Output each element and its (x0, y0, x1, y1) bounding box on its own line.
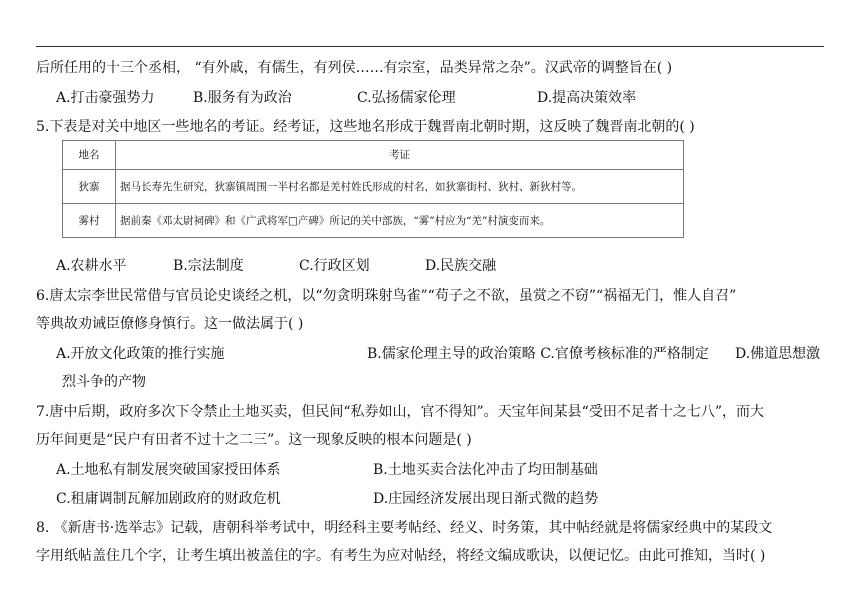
q6-option-b-c: B.儒家伦理主导的政治策略 C.官僚考核标准的严格制定 (367, 346, 709, 362)
q7-option-d: D.庄园经济发展出现日渐式微的趋势 (373, 491, 599, 507)
q5-option-d: D.民族交融 (425, 258, 497, 274)
q5-option-a: A.农耕水平 (56, 258, 127, 274)
q6-stem-line-2: 等典故劝诫臣僚修身慎行。这一做法属于( ) (36, 316, 304, 332)
table-cell-evidence: 据马长寿先生研究，狄寨镇周围一半村名都是羌村姓氏形成的村名，如狄寨街村、狄村、新狄村等。 (116, 170, 684, 204)
q8-stem-line-1: 8. 《新唐书·选举志》记载，唐朝科举考试中，明经科主要考帖经、经义、时务策，其中帖经就是将儒家经典中的某段文 (36, 520, 773, 536)
table-header-evidence: 考证 (116, 141, 684, 170)
q5-stem: 5.下表是对关中地区一些地名的考证。经考证，这些地名形成于魏晋南北朝时期，这反映了魏晋南北朝的( ) (36, 119, 695, 135)
q7-stem-line-1: 7.唐中后期，政府多次下令禁止土地买卖，但民间“私券如山，官不得知”。天宝年间某县“受田不足者十之七八”，而大 (36, 404, 764, 420)
table-row (63, 170, 684, 204)
q7-option-a: A.土地私有制发展突破国家授田体系 (56, 462, 281, 478)
q8-stem-line-2: 字用纸帖盖住几个字，让考生填出被盖住的字。有考生为应对帖经，将经文编成歌诀，以便记忆。由此可推知，当时( ) (36, 548, 766, 564)
q5-place-name-table (62, 140, 684, 238)
q6-option-d: D.佛道思想激 (735, 346, 821, 362)
table-cell-place: 雾村 (63, 204, 116, 238)
q6-option-a: A.开放文化政策的推行实施 (56, 346, 225, 362)
q5-option-c: C.行政区划 (299, 258, 370, 274)
q4-stem-continued: 后所任用的十三个丞相， “有外戚，有儒生，有列侯……有宗室，品类异常之杂”。汉武帝的调整旨在( ) (36, 60, 673, 76)
q6-option-d-continued: 烈斗争的产物 (62, 374, 146, 390)
q4-option-c: C.弘扬儒家伦理 (357, 90, 456, 106)
q4-option-b: B.服务有为政治 (193, 90, 292, 106)
q5-option-b: B.宗法制度 (173, 258, 244, 274)
q7-option-c: C.租庸调制瓦解加剧政府的财政危机 (56, 491, 281, 507)
table-header-place: 地名 (63, 141, 116, 170)
table-header-row (63, 141, 684, 170)
header-rule (36, 46, 824, 47)
q4-option-d: D.提高决策效率 (537, 90, 637, 106)
table-cell-evidence: 据前秦《邓太尉祠碑》和《广武将军□产碑》所记的关中部族，“雾”村应为“羌”村演变而来。 (116, 204, 684, 238)
q7-option-b: B.土地买卖合法化冲击了均田制基础 (373, 462, 598, 478)
table-cell-place: 狄寨 (63, 170, 116, 204)
table-row (63, 204, 684, 238)
q4-option-a: A.打击豪强势力 (56, 90, 155, 106)
q7-stem-line-2: 历年间更是“民户有田者不过十之二三”。这一现象反映的根本问题是( ) (36, 432, 472, 448)
q6-stem-line-1: 6.唐太宗李世民常借与官员论史谈经之机，以“勿贪明珠射鸟雀”“苟子之不欲，虽赏之不窃”“祸福无门，惟人自召” (36, 288, 737, 304)
